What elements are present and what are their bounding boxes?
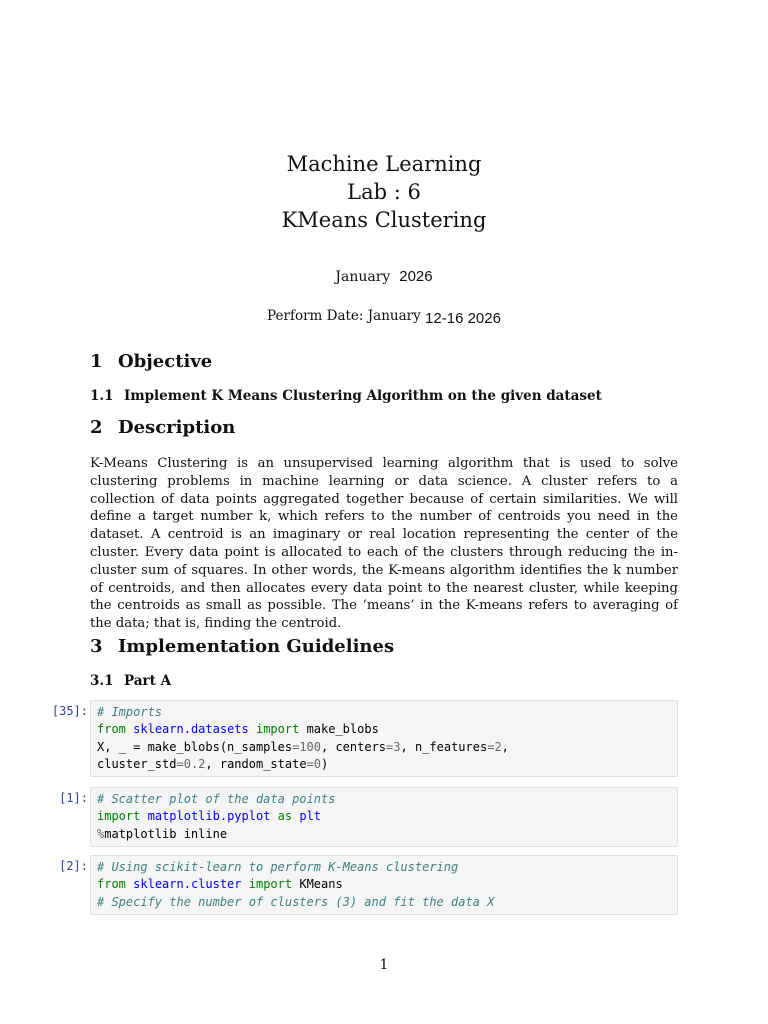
code-keyword: as [277, 809, 293, 824]
subsection-title: Part A [124, 673, 172, 689]
code-operator: = [176, 756, 184, 771]
section-number: 3 [90, 636, 103, 657]
subsection-number: 1.1 [90, 388, 114, 404]
code-input[interactable] [90, 700, 678, 777]
code-number: 0 [313, 756, 322, 771]
code-keyword: from [97, 877, 126, 892]
perform-date-range: 12-16 2026 [425, 310, 501, 327]
perform-date-label: Perform Date: January [267, 308, 421, 324]
date-month: January [335, 269, 391, 285]
code-text: , random_state [205, 756, 307, 771]
section-heading-objective [90, 351, 212, 372]
code-comment: # Specify the number of clusters (3) and fit the data X [97, 894, 495, 909]
code-text: X, _ = make_blobs(n_samples [97, 739, 293, 754]
code-number: 2 [494, 739, 502, 754]
page-number: 1 [379, 957, 389, 973]
code-comment: # Using scikit-learn to perform K-Means clustering [97, 860, 459, 874]
title-line-3: KMeans Clustering [281, 208, 487, 232]
code-text: ) [321, 756, 329, 771]
code-input[interactable] [90, 855, 678, 915]
code-text: , centers [321, 739, 387, 754]
section-number: 2 [90, 417, 103, 438]
code-keyword: import [97, 809, 141, 824]
code-cell-2[interactable] [46, 855, 678, 915]
code-keyword: import [248, 877, 293, 892]
code-operator: = [306, 756, 314, 771]
date-line [0, 268, 768, 285]
code-module: plt [299, 809, 322, 824]
subsection-title: Implement K Means Clustering Algorithm on the given dataset [124, 388, 602, 404]
perform-date-line [0, 307, 768, 327]
section-heading-description [90, 417, 235, 438]
code-operator: = [386, 739, 394, 754]
code-input[interactable] [90, 787, 678, 847]
code-comment: # Imports [97, 705, 163, 719]
section-title: Description [118, 417, 236, 438]
subsection-heading-part-a [90, 673, 171, 689]
description-paragraph: K-Means Clustering is an unsupervised learning algorithm that is used to solve clustering problems in machine learning or data science. A cluster refers to a collection of data points aggregated together because of certain similarities. We will define a target number k, which refers to the number of centroids you need in the dataset. A centroid is an imaginary or real location representing the center of the cluster. Every data point is allocated to each of the clusters through reducing the in-cluster sum of squares. In other words, the K-means algorithm identifies the k number of centroids, and then allocates every data point to the nearest cluster, while keeping the centroids as small as possible. The ‘means’ in the K-means refers to averaging of the data; that is, finding the centroid. [90, 456, 678, 632]
code-comment: # Scatter plot of the data points [97, 792, 336, 806]
code-module: sklearn.cluster [133, 877, 242, 892]
code-text: KMeans [299, 877, 343, 892]
code-cell-1[interactable] [46, 787, 678, 847]
cell-prompt: [2]: [59, 859, 88, 873]
code-number: 0.2 [183, 756, 206, 771]
title-line-1: Machine Learning [286, 152, 482, 176]
section-title: Implementation Guidelines [118, 636, 395, 657]
title-line-2: Lab : 6 [347, 180, 421, 204]
code-cell-35[interactable] [46, 700, 678, 778]
section-number: 1 [90, 351, 103, 372]
code-keyword: from [97, 722, 126, 737]
cell-prompt: [1]: [59, 791, 88, 805]
code-operator: = [487, 739, 495, 754]
code-text: , [501, 739, 509, 754]
code-text: , n_features [400, 739, 488, 754]
code-text: cluster_std [97, 756, 177, 771]
code-text: matplotlib inline [104, 826, 228, 841]
subsection-number: 3.1 [90, 673, 114, 689]
code-number: 3 [393, 739, 401, 754]
code-magic-percent: % [97, 826, 105, 841]
cell-prompt: [35]: [51, 704, 88, 718]
code-operator: = [292, 739, 300, 754]
subsection-heading-objective [90, 388, 602, 404]
code-module: sklearn.datasets [133, 722, 249, 737]
code-text: make_blobs [306, 722, 379, 737]
code-module: matplotlib.pyplot [147, 809, 271, 824]
section-title: Objective [118, 351, 213, 372]
date-year: 2026 [399, 268, 433, 285]
section-heading-implementation [90, 636, 394, 657]
title-block [0, 150, 768, 234]
code-keyword: import [255, 722, 300, 737]
code-number: 100 [299, 739, 321, 754]
